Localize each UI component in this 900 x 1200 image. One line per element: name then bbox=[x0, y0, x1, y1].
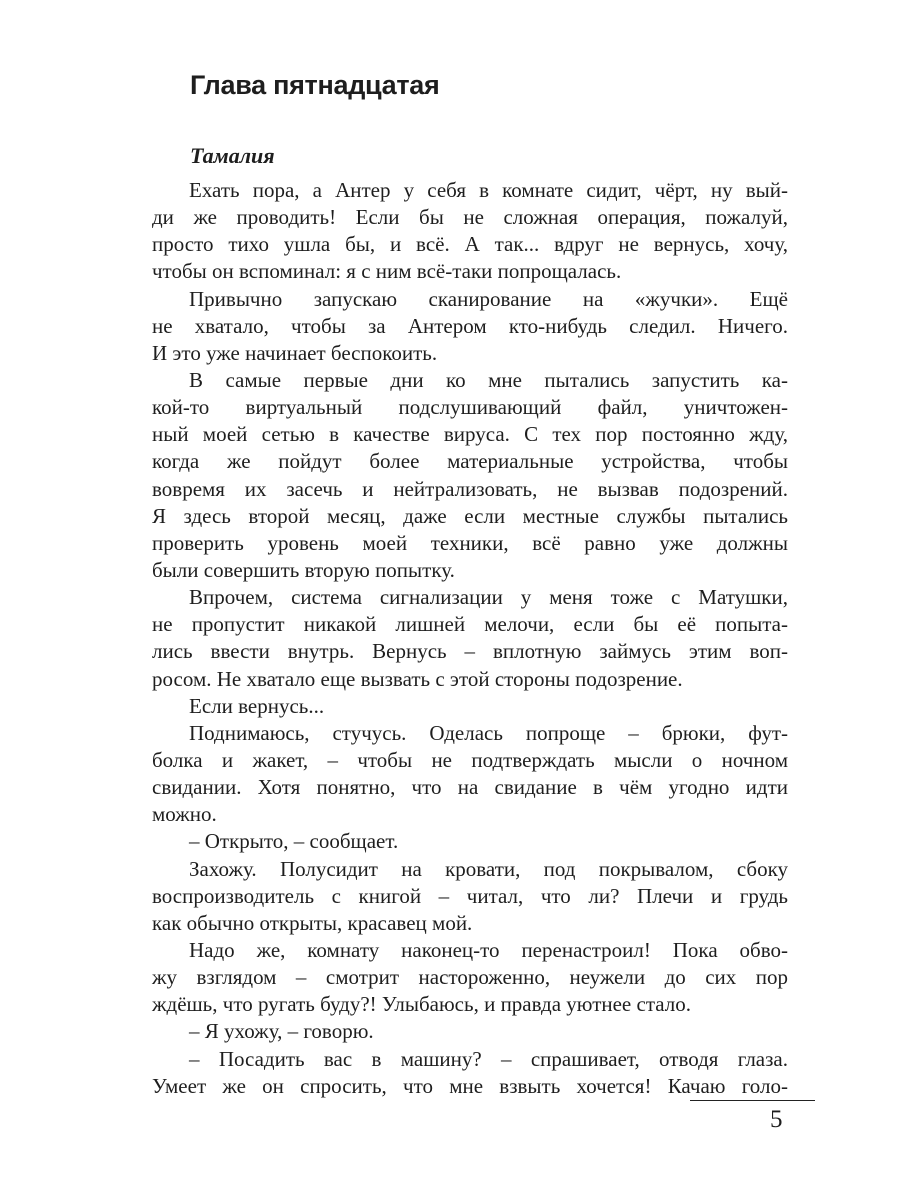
text-line: можно. bbox=[152, 802, 217, 827]
text-line: Поднимаюсь, стучусь. Оделась попроще – брюки, фут- bbox=[189, 720, 788, 745]
text-line: не хватало, чтобы за Антером кто-нибудь следил. Ничего. bbox=[152, 313, 788, 338]
text-line: ди же проводить! Если бы не сложная операция, пожалуй, bbox=[152, 205, 788, 230]
text-line: жу взглядом – смотрит настороженно, неужели до сих пор bbox=[152, 965, 788, 990]
text-line: – Посадить вас в машину? – спрашивает, отводя глаза. bbox=[189, 1046, 788, 1071]
text-line: лись ввести внутрь. Вернусь – вплотную займусь этим воп- bbox=[152, 639, 788, 664]
text-line: В самые первые дни ко мне пытались запустить ка- bbox=[189, 367, 788, 392]
body-text bbox=[152, 177, 788, 1100]
text-line: росом. Не хватало еще вызвать с этой стороны подозрение. bbox=[152, 666, 683, 691]
text-line: кой-то виртуальный подслушивающий файл, уничтожен- bbox=[152, 395, 788, 420]
text-line: не пропустит никакой лишней мелочи, если бы её попыта- bbox=[152, 612, 788, 637]
page-number: 5 bbox=[770, 1106, 783, 1133]
text-line: – Открыто, – сообщает. bbox=[189, 829, 399, 854]
text-line: Если вернусь... bbox=[189, 693, 325, 718]
text-line: проверить уровень моей техники, всё равно уже должны bbox=[152, 530, 788, 555]
text-line: болка и жакет, – чтобы не подтверждать мысли о ночном bbox=[152, 747, 788, 772]
text-line: И это уже начинает беспокоить. bbox=[152, 340, 438, 365]
chapter-title: Глава пятнадцатая bbox=[190, 70, 440, 100]
text-line: как обычно открыты, красавец мой. bbox=[152, 910, 473, 935]
text-line: когда же пойдут более материальные устройства, чтобы bbox=[152, 449, 788, 474]
text-line: воспроизводитель с книгой – читал, что ли? Плечи и грудь bbox=[152, 883, 788, 908]
text-line: чтобы он вспоминал: я с ним всё-таки попрощалась. bbox=[152, 259, 622, 284]
text-line: ный моей сетью в качестве вируса. С тех пор постоянно жду, bbox=[152, 422, 788, 447]
text-line: – Я ухожу, – говорю. bbox=[189, 1019, 374, 1044]
section-title: Тамалия bbox=[190, 143, 275, 168]
text-line: Надо же, комнату наконец-то перенастроил! Пока обво- bbox=[189, 937, 788, 962]
footer-rule bbox=[690, 1100, 815, 1101]
text-line: Я здесь второй месяц, даже если местные службы пытались bbox=[152, 503, 788, 528]
text-line: Захожу. Полусидит на кровати, под покрывалом, сбоку bbox=[189, 856, 788, 881]
text-line: ждёшь, что ругать буду?! Улыбаюсь, и правда уютнее стало. bbox=[152, 992, 691, 1017]
text-line: Ехать пора, а Антер у себя в комнате сидит, чёрт, ну вый- bbox=[189, 178, 788, 202]
text-line: просто тихо ушла бы, и всё. А так... вдруг не вернусь, хочу, bbox=[152, 232, 788, 257]
text-line: Впрочем, система сигнализации у меня тоже с Матушки, bbox=[189, 585, 788, 610]
text-line: вовремя их засечь и нейтрализовать, не вызвав подозрений. bbox=[152, 476, 788, 501]
text-line: были совершить вторую попытку. bbox=[152, 557, 455, 582]
text-line: Привычно запускаю сканирование на «жучки». Ещё bbox=[189, 286, 788, 311]
text-line: свидании. Хотя понятно, что на свидание в чём угодно идти bbox=[152, 775, 788, 800]
text-line: Умеет же он спросить, что мне взвыть хочется! Качаю голо- bbox=[152, 1073, 788, 1098]
